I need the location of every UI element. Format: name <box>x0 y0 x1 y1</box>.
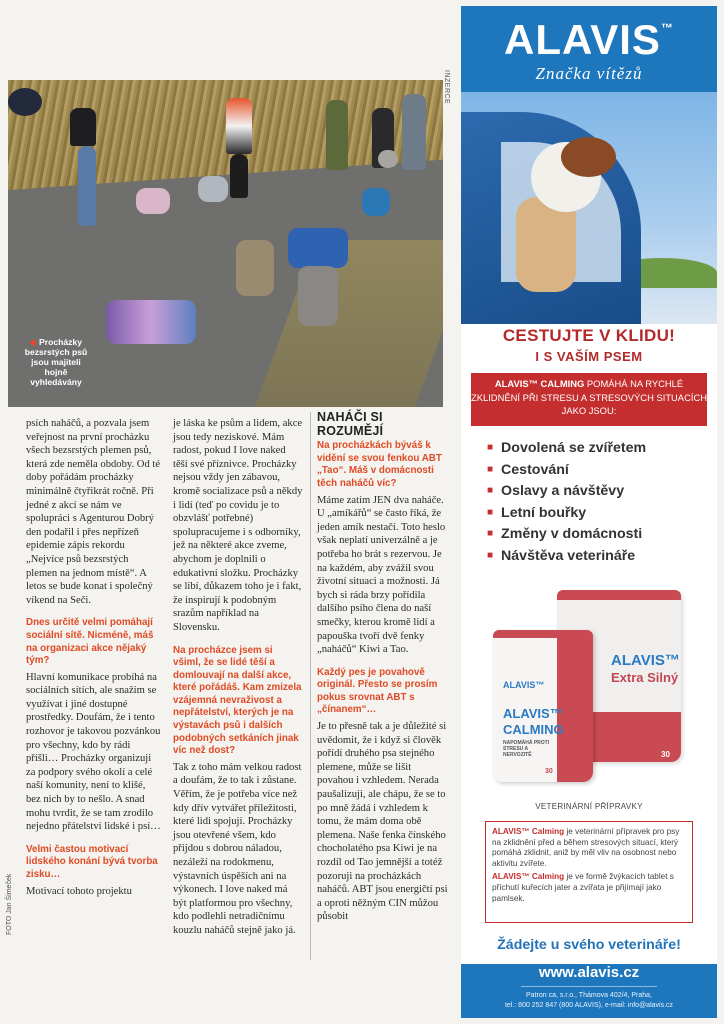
paragraph: je láska ke psům a lidem, akce jsou tedy neziskové. Mám radost, pokud I love naked těší své příznivce. Procházky nejsou vždy jen zábavou, kromě socializace psů a někdy i lidí (teď po covidu je to obzvlášť potřebné) spolupracujeme i s odborníky, jež na některé akce zveme, abychom je doplnili o edukativní složku. Procházky se líbí, důkazem toho je i fakt, že inspirují k podobným srazům například na Slovensku. <box>173 418 303 633</box>
paragraph: Motivací tohoto projektu <box>26 885 132 897</box>
photo-credit: FOTO Jan Šimeček <box>6 873 13 935</box>
dog-figure <box>106 300 196 344</box>
list-item: ■ Změny v domácnosti <box>487 526 643 543</box>
list-item: ■ Návštěva veterináře <box>487 547 636 564</box>
list-item: ■ Oslavy a návštěvy <box>487 483 625 500</box>
footer-divider <box>521 986 657 987</box>
ad-subheadline: I S VAŠÍM PSEM <box>535 349 643 364</box>
alavis-logo: ALAVIS™ <box>504 16 674 63</box>
dog-figure <box>298 266 338 326</box>
person-figure <box>230 154 248 198</box>
bullet-icon: ■ <box>487 463 494 475</box>
photo-caption: ◆ Procházky bezsrstých psů jsou majiteli hojně vyhledávány <box>24 337 88 387</box>
ad-slogan: Značka vítězů <box>535 64 643 83</box>
dog-figure <box>362 188 390 216</box>
product-pack-extra-silny: ALAVIS™ Extra Silný 30 <box>557 590 681 762</box>
bullet-icon: ■ <box>487 442 494 453</box>
ad-call-to-action: Žádejte u svého veterináře! <box>497 937 681 953</box>
dog-figure <box>288 228 348 268</box>
list-item: ■ Cestování <box>487 461 569 478</box>
bullet-icon: ■ <box>487 528 494 540</box>
bullet-icon: ■ <box>487 549 494 561</box>
alavis-advertisement[interactable] <box>461 6 717 1018</box>
person-figure <box>8 88 42 116</box>
vet-label: VETERINÁRNÍ PŘÍPRAVKY <box>535 802 643 811</box>
person-figure <box>70 108 96 146</box>
product-pack-calming: ALAVIS™ ALAVIS™ CALMING NAPOMÁHÁ PROTI STRESU A NERVOZITĚ 30 <box>493 630 593 782</box>
info-paragraph: ALAVIS™ Calming je ve formě žvýkacích tablet s příchutí kuřecích jater a zvířata je přijímají jako pamlsek. <box>492 872 674 903</box>
ad-red-banner: ALAVIS™ CALMING POMÁHÁ NA RYCHLÉ ZKLIDNĚNÍ PŘI STRESU A STRESOVÝCH SITUACÍCH JAKO JSOU: <box>471 373 707 426</box>
interview-question: Na procházkách býváš k vidění se svou fenkou ABT „Tao“. Máš v domácnosti těch naháčů víc? <box>317 440 442 489</box>
person-figure <box>78 146 96 226</box>
interview-question: Velmi častou motivací lidského konání bývá tvorba zisku… <box>26 843 158 880</box>
dog-figure <box>136 188 170 214</box>
list-item: ■ Letní bouřky <box>487 504 587 521</box>
person-figure <box>402 94 426 170</box>
bullet-icon: ■ <box>487 485 494 497</box>
inzerce-label: INZERCE <box>443 70 450 105</box>
paragraph: Je to přesně tak a je důležité si uvědomit, že i když si člověk pořídí druhého psa stejného plemene, může se lišit povahou i vzhledem. Nerada paušalizuji, ale chápu, že se to po mně žádá i vzhledem k tomu, že mám doma obě plemena. Naše fenka čínského chocholatého psa Kiwi je na rozdíl od Tao jemnější a totéž pozoruji na procházkách naháčů. ABT jsou energičtí psi a oproti něžným CIN můžou působit <box>317 721 448 923</box>
person-figure <box>326 100 348 170</box>
info-paragraph: ALAVIS™ Calming je veterinární přípravek pro psy na zklidnění před a během stresových situací, který pomáhá zklidnit, aniž by měl vliv na osobnost nebo aktivitu zvířete. <box>492 827 680 868</box>
dog-figure <box>378 150 398 168</box>
bullet-icon: ■ <box>487 506 494 518</box>
section-title: NAHÁČI SI ROZUMĚJÍ <box>317 410 384 438</box>
dog-ear <box>561 137 616 177</box>
list-item: ■ Dovolená se zvířetem <box>487 440 647 456</box>
paragraph: Tak z toho mám velkou radost a doufám, že to tak i zůstane. Věřím, že je potřeba více než kdy dřív vytvářet příležitosti, které lidi spojují. Procházky jsou otevřené všem, kdo přijdou s dobrou náladou, nezáleží na rodokmenu, výstavních úspěších ani na výkonech. I love naked má být platformou pro všechny, kdo podlehli netradičnímu kouzlu naháčů stejně jako já. <box>173 761 302 936</box>
article-column-1 <box>26 417 161 898</box>
paragraph: psích naháčů, a pozvala jsem veřejnost na první procházku všech bezsrstých plemen psů, která zde neměla obdoby. Od té doby pořádám procházky minimálně čtyřikrát ročně. Při jedné z akcí se nám ve spolupráci s Agenturou Dobrý den podařil i přes nepřízeň epidemie zápis rekordu „Nejvíce psů bezsrstých plemen na jednom místě“. A letos se bude konat i společný víkend na Seči. <box>26 418 161 606</box>
article-column-2 <box>173 417 303 938</box>
dog-in-car-photo <box>461 92 717 324</box>
paragraph: Máme zatím JEN dva naháče. U „amíkářů“ se často říká, že jeden amík nestačí. Toto heslo však neplatí univerzálně a je potřeba ho brát s rezervou. Je na každém, aby zvážil svou životní situaci a možnosti. Já bych si ráda brzy pořídila dalšího psího člena do naší smečky, kterou kromě lidí a papouška tvoří dvě fenky „naháčů“ Kiwi a Tao. <box>317 494 446 656</box>
article-column-3 <box>317 411 449 924</box>
person-figure <box>226 98 252 154</box>
dog-figure <box>198 176 228 202</box>
column-divider <box>310 412 311 960</box>
website-link[interactable]: www.alavis.cz <box>538 964 640 981</box>
ad-info-box <box>485 821 693 923</box>
interview-question: Každý pes je povahově originál. Přesto se prosím pokus srovnat ABT s „čínanem“… <box>317 666 438 716</box>
paragraph: Hlavní komunikace probíhá na sociálních sítích, ale snažím se využívat i jiné dostupné prostředky. Doufám, že i tento rozhovor je takovou pozvánkou pro všechny, kdo by rádi přišli… Procházky organizuji za podpory svého okolí a celé naší komunity, není to klišé, bez nich by to nešlo. A snad mohu tvrdit, že se tam zrodilo nejedno přátelství lidské i psí… <box>26 671 161 833</box>
interview-question: Na procházce jsem si všiml, že se lidé těší a domlouvají na další akce, které pořádáš. Kam zmizela vzájemná nevraživost a nepřátelství, kterých je na výstavách psů i dalších podobných setkáních jinak víc než dost? <box>173 644 302 757</box>
dog-figure <box>236 240 274 296</box>
company-address: Patron ca, s.r.o., Thámova 402/4, Praha, tel.: 800 252 847 (800 ALAVIS), e-mail: info@alavis.cz <box>504 992 674 1009</box>
ad-headline: CESTUJTE V KLIDU! <box>502 326 676 345</box>
interview-question: Dnes určitě velmi pomáhají sociální sítě. Nicméně, máš na organizaci akce nějaký tým? <box>26 617 154 667</box>
situation-list <box>487 440 707 570</box>
